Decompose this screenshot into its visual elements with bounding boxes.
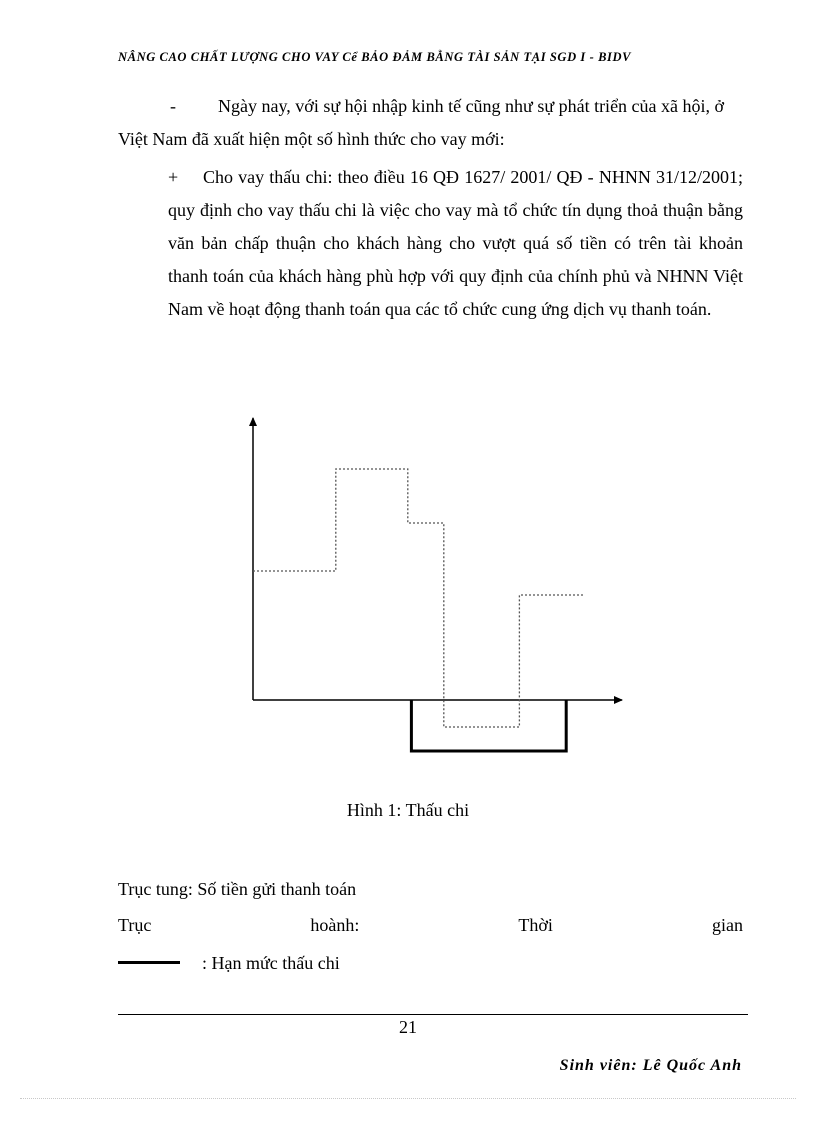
overdraft-figure: [0, 400, 816, 780]
legend-x-axis-word: hoành:: [310, 915, 360, 935]
running-header: NÂNG CAO CHẤT LƯỢNG CHO VAY Cể BẢO ĐẢM BẰNG TÀI SẢN TẠI SGD I - BIDV: [118, 50, 632, 64]
legend-limit: [118, 948, 743, 978]
legend-limit-label: : Hạn mức thấu chi: [202, 953, 340, 973]
legend-limit-swatch: [118, 961, 180, 964]
paragraph-bullet: -: [170, 96, 176, 116]
legend-x-axis-word: gian: [711, 915, 743, 935]
page-number: 21: [399, 1017, 417, 1037]
paragraph-overdraft-text: Cho vay thấu chi: theo điều 16 QĐ 1627/ 2001/ QĐ - NHNN 31/12/2001; quy định cho vay thấu chi là việc cho vay mà tổ chức tín dụng thoả thuận bằng văn bản chấp thuận cho khách hàng cho vượt quá số tiền có trên tài khoản thanh toán của khách hàng phù hợp với quy định của chính phủ và NHNN Việt Nam về hoạt động thanh toán qua các tổ chức cung ứng dịch vụ thanh toán.: [168, 167, 743, 319]
legend-x-axis: [118, 910, 743, 940]
legend-y-axis: Trục tung: Số tiền gửi thanh toán: [118, 879, 357, 899]
author-credit: Sinh viên: Lê Quốc Anh: [559, 1057, 742, 1074]
deposit-step-path: [253, 469, 584, 727]
paragraph-overdraft: [168, 161, 743, 326]
paragraph-intro-text: Ngày nay, với sự hội nhập kinh tế cũng như sự phát triển của xã hội, ở Việt Nam đã xuất hiện một số hình thức cho vay mới:: [118, 96, 725, 149]
footer-divider: [118, 1014, 748, 1015]
paragraph-bullet: +: [168, 167, 179, 187]
deposit-balance-line: [253, 469, 584, 727]
overdraft-limit-path: [411, 700, 566, 751]
paragraph-intro: [118, 90, 743, 156]
overdraft-limit-line: [411, 700, 566, 751]
figure-caption: Hình 1: Thấu chi: [346, 800, 470, 820]
overdraft-diagram: [0, 400, 816, 780]
page-edge-dots: [20, 1098, 796, 1099]
legend-x-axis-word: Thời: [518, 915, 553, 935]
legend-x-axis-word: Trục: [118, 915, 152, 935]
